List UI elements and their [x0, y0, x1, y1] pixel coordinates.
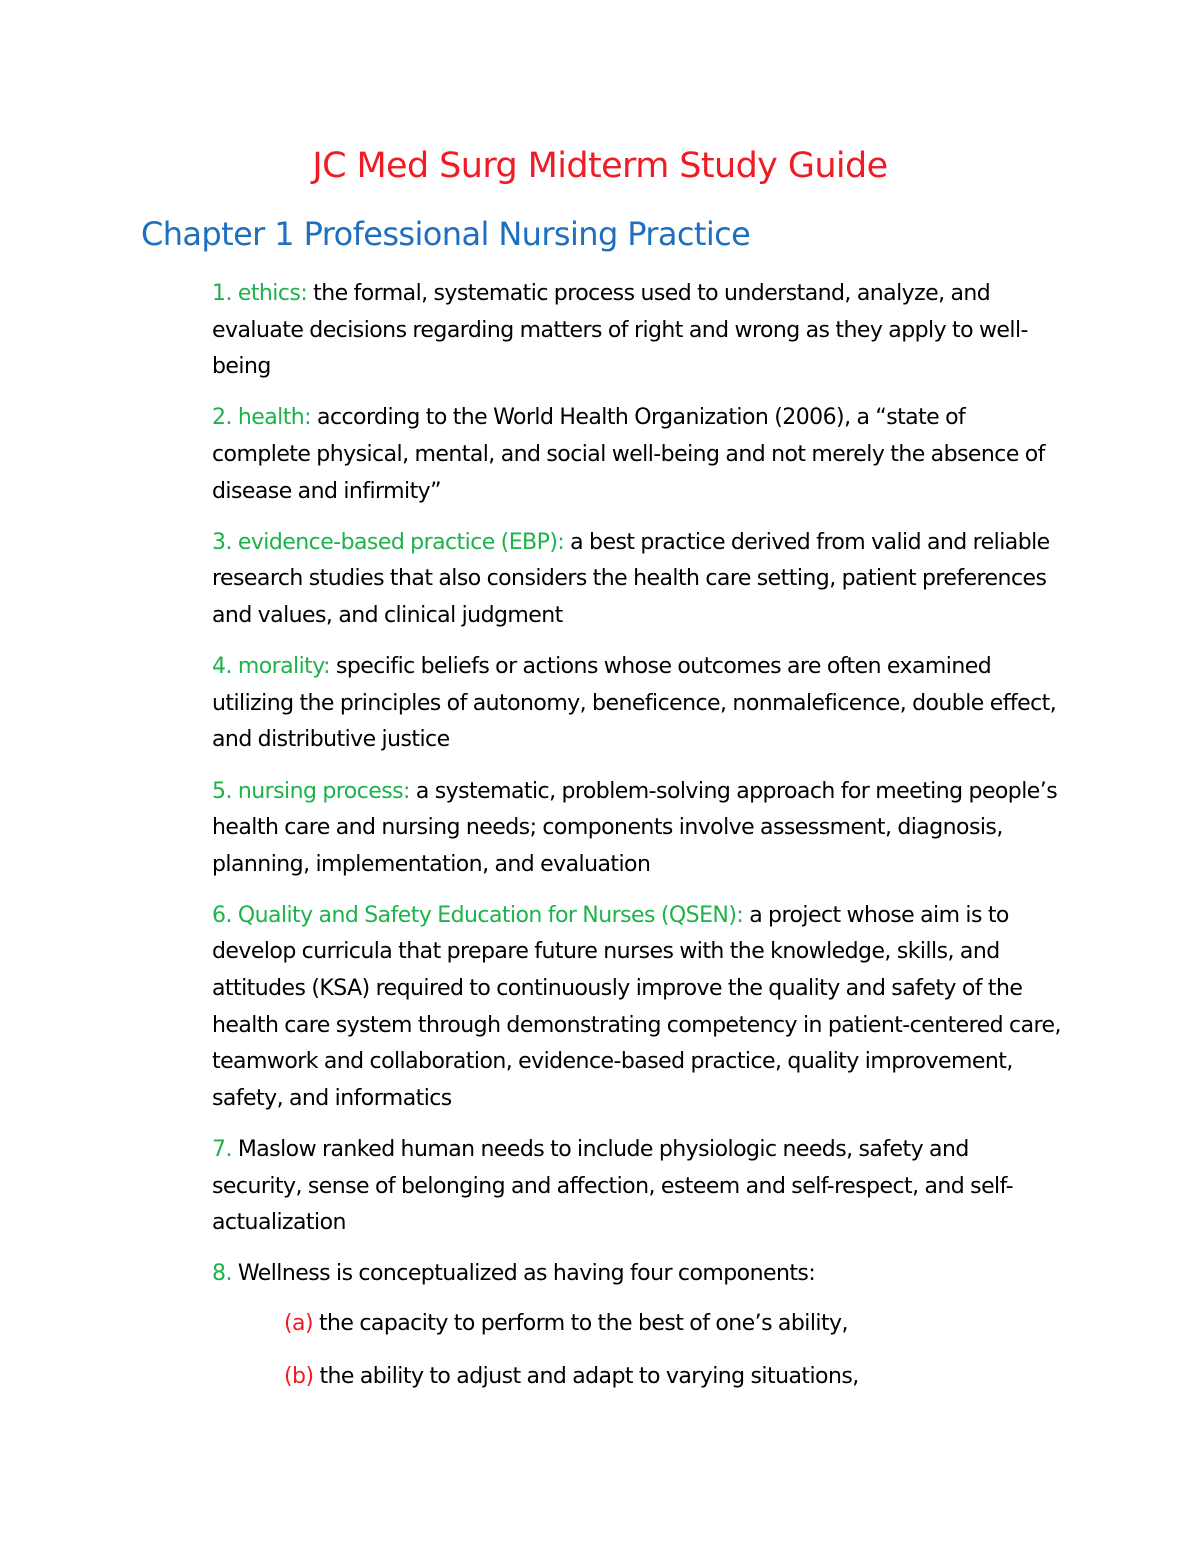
component-letter: (b): [284, 1363, 314, 1389]
component-text: the capacity to perform to the best of one’s ability,: [318, 1311, 848, 1336]
term-item-nursing-process: [212, 774, 1062, 884]
term-item-health: [212, 400, 1062, 510]
term-number: 3.: [212, 529, 232, 555]
document-title: JC Med Surg Midterm Study Guide: [312, 146, 888, 186]
term-item-morality: [212, 649, 1062, 759]
term-name: morality:: [237, 654, 330, 680]
wellness-component-item: [284, 1359, 859, 1396]
wellness-component-list: [284, 1306, 859, 1412]
term-number: 1.: [212, 281, 232, 306]
term-item-ebp: [212, 525, 1062, 635]
term-definition: specific beliefs or actions whose outcomes are often examined utilizing the principles of autonomy, beneficence, nonmaleficence, double effect, and distributive justice: [212, 654, 1057, 753]
component-letter: (a): [284, 1311, 313, 1336]
term-list: [212, 276, 1062, 1308]
term-item-ethics: [212, 276, 1062, 386]
term-number: 5.: [212, 778, 232, 804]
term-definition: Wellness is conceptualized as having four components:: [237, 1261, 816, 1287]
term-definition: the formal, systematic process used to understand, analyze, and evaluate decisions regarding matters of right and wrong as they apply to well-being: [212, 281, 1028, 380]
term-definition: a systematic, problem-solving approach for meeting people’s health care and nursing needs; components involve assessment, diagnosis, planning, implementation, and evaluation: [212, 778, 1058, 877]
term-definition: according to the World Health Organization (2006), a “state of complete physical, mental, and social well-being and not merely the absence of disease and infirmity”: [212, 405, 1045, 504]
term-name: Quality and Safety Education for Nurses (QSEN):: [237, 902, 744, 928]
term-name: evidence-based practice (EBP):: [237, 529, 565, 555]
term-name: health:: [237, 405, 312, 431]
term-item-wellness: [212, 1256, 1062, 1293]
term-definition: Maslow ranked human needs to include physiologic needs, safety and security, sense of belonging and affection, esteem and self-respect, and self-actualization: [212, 1137, 1013, 1236]
term-item-qsen: [212, 898, 1062, 1118]
term-number: 7.: [212, 1137, 232, 1163]
term-number: 8.: [212, 1261, 232, 1287]
term-item-maslow: [212, 1132, 1062, 1242]
term-number: 4.: [212, 654, 232, 680]
term-definition: a best practice derived from valid and reliable research studies that also considers the health care setting, patient preferences and values, and clinical judgment: [212, 529, 1050, 628]
term-number: 6.: [212, 902, 232, 928]
component-text: the ability to adjust and adapt to varying situations,: [319, 1363, 859, 1389]
chapter-heading: Chapter 1 Professional Nursing Practice: [141, 215, 751, 253]
term-definition: a project whose aim is to develop curricula that prepare future nurses with the knowledge, skills, and attitudes (KSA) required to continuously improve the quality and safety of the health care system through demonstrating competency in patient-centered care, teamwork and collaboration, evidence-based practice, quality improvement, safety, and informatics: [212, 902, 1061, 1111]
wellness-component-item: [284, 1306, 859, 1343]
term-name: ethics:: [237, 281, 308, 306]
term-number: 2.: [212, 405, 232, 431]
term-name: nursing process:: [237, 778, 410, 804]
